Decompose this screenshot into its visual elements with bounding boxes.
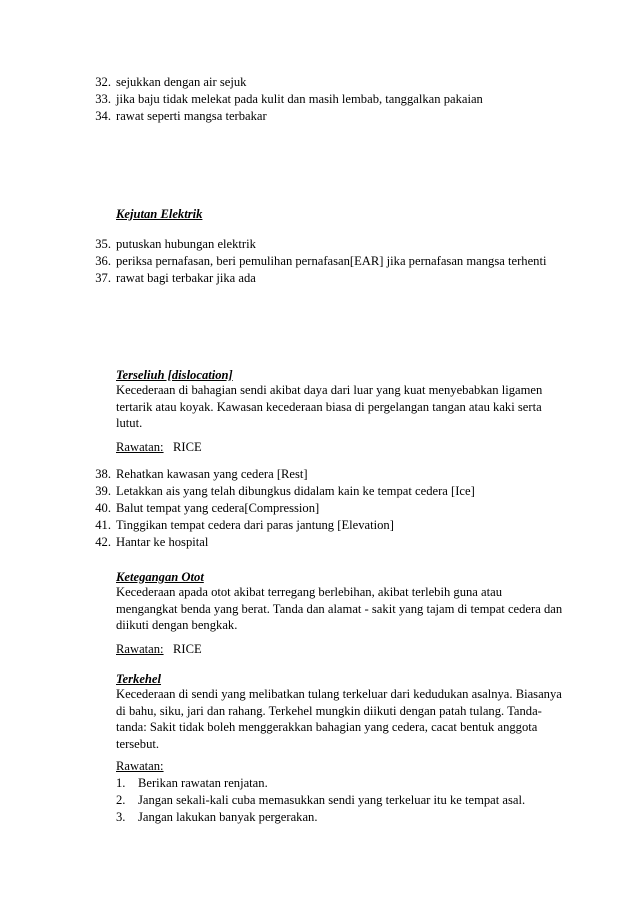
rawatan-label: Rawatan: [116, 642, 164, 656]
item-number: 40. [95, 501, 111, 515]
item-text: Hantar ke hospital [116, 535, 209, 549]
item-number: 2. [116, 793, 126, 807]
section-heading-kejutan-elektrik: Kejutan Elektrik [116, 207, 203, 221]
section-description: Kecederaan apada otot akibat terregang berlebihan, akibat terlebih guna atau mengangkat benda yang berat. Tanda dan alamat - sakit yang tajam di tempat cedera dan diikuti dengan bengkak. [116, 585, 563, 633]
section-heading-terkehel: Terkehel [116, 672, 162, 686]
section-description: Kecederaan di sendi yang melibatkan tulang terkeluar dari kedudukan asalnya. Biasanya di bahu, siku, jari dan rahang. Terkehel mungkin diikuti dengan patah tulang. Tanda-tanda: Sakit tidak boleh menggerakkan bahagian yang cedera, cacat bentuk anggota tersebut. [116, 687, 562, 751]
item-text: periksa pernafasan, beri pemulihan pernafasan[EAR] jika pernafasan mangsa terhenti [116, 254, 547, 268]
section-heading-ketegangan-otot: Ketegangan Otot [116, 570, 204, 584]
item-number: 33. [95, 92, 111, 106]
section-heading-terseliuh: Terseliuh [dislocation] [116, 368, 233, 382]
item-number: 37. [95, 271, 111, 285]
item-number: 32. [95, 75, 111, 89]
item-text: Balut tempat yang cedera[Compression] [116, 501, 320, 515]
item-text: rawat seperti mangsa terbakar [116, 109, 267, 123]
item-number: 39. [95, 484, 111, 498]
item-number: 34. [95, 109, 111, 123]
section-description: Kecederaan di bahagian sendi akibat daya dari luar yang kuat menyebabkan ligamen tertarik atau koyak. Kawasan kecederaan biasa di pergelangan tangan atau kaki serta lutut. [116, 383, 543, 431]
item-text: Tinggikan tempat cedera dari paras jantung [Elevation] [116, 518, 394, 532]
item-number: 1. [116, 776, 126, 790]
rawatan-label: Rawatan: [116, 440, 164, 454]
item-number: 42. [95, 535, 111, 549]
item-text: Jangan sekali-kali cuba memasukkan sendi yang terkeluar itu ke tempat asal. [138, 793, 526, 807]
item-text: Berikan rawatan renjatan. [138, 776, 268, 790]
rawatan-line [116, 641, 202, 657]
rawatan-value: RICE [173, 440, 202, 454]
item-text: Jangan lakukan banyak pergerakan. [138, 810, 318, 824]
item-text: rawat bagi terbakar jika ada [116, 271, 256, 285]
item-number: 35. [95, 237, 111, 251]
item-text: putuskan hubungan elektrik [116, 237, 256, 251]
item-number: 41. [95, 518, 111, 532]
item-text: Letakkan ais yang telah dibungkus didalam kain ke tempat cedera [Ice] [116, 484, 475, 498]
item-number: 36. [95, 254, 111, 268]
item-text: Rehatkan kawasan yang cedera [Rest] [116, 467, 308, 481]
item-number: 38. [95, 467, 111, 481]
rawatan-line [116, 439, 202, 455]
item-text: jika baju tidak melekat pada kulit dan masih lembab, tanggalkan pakaian [116, 92, 483, 106]
rawatan-label: Rawatan: [116, 759, 164, 773]
item-number: 3. [116, 810, 126, 824]
item-text: sejukkan dengan air sejuk [116, 75, 247, 89]
rawatan-value: RICE [173, 642, 202, 656]
